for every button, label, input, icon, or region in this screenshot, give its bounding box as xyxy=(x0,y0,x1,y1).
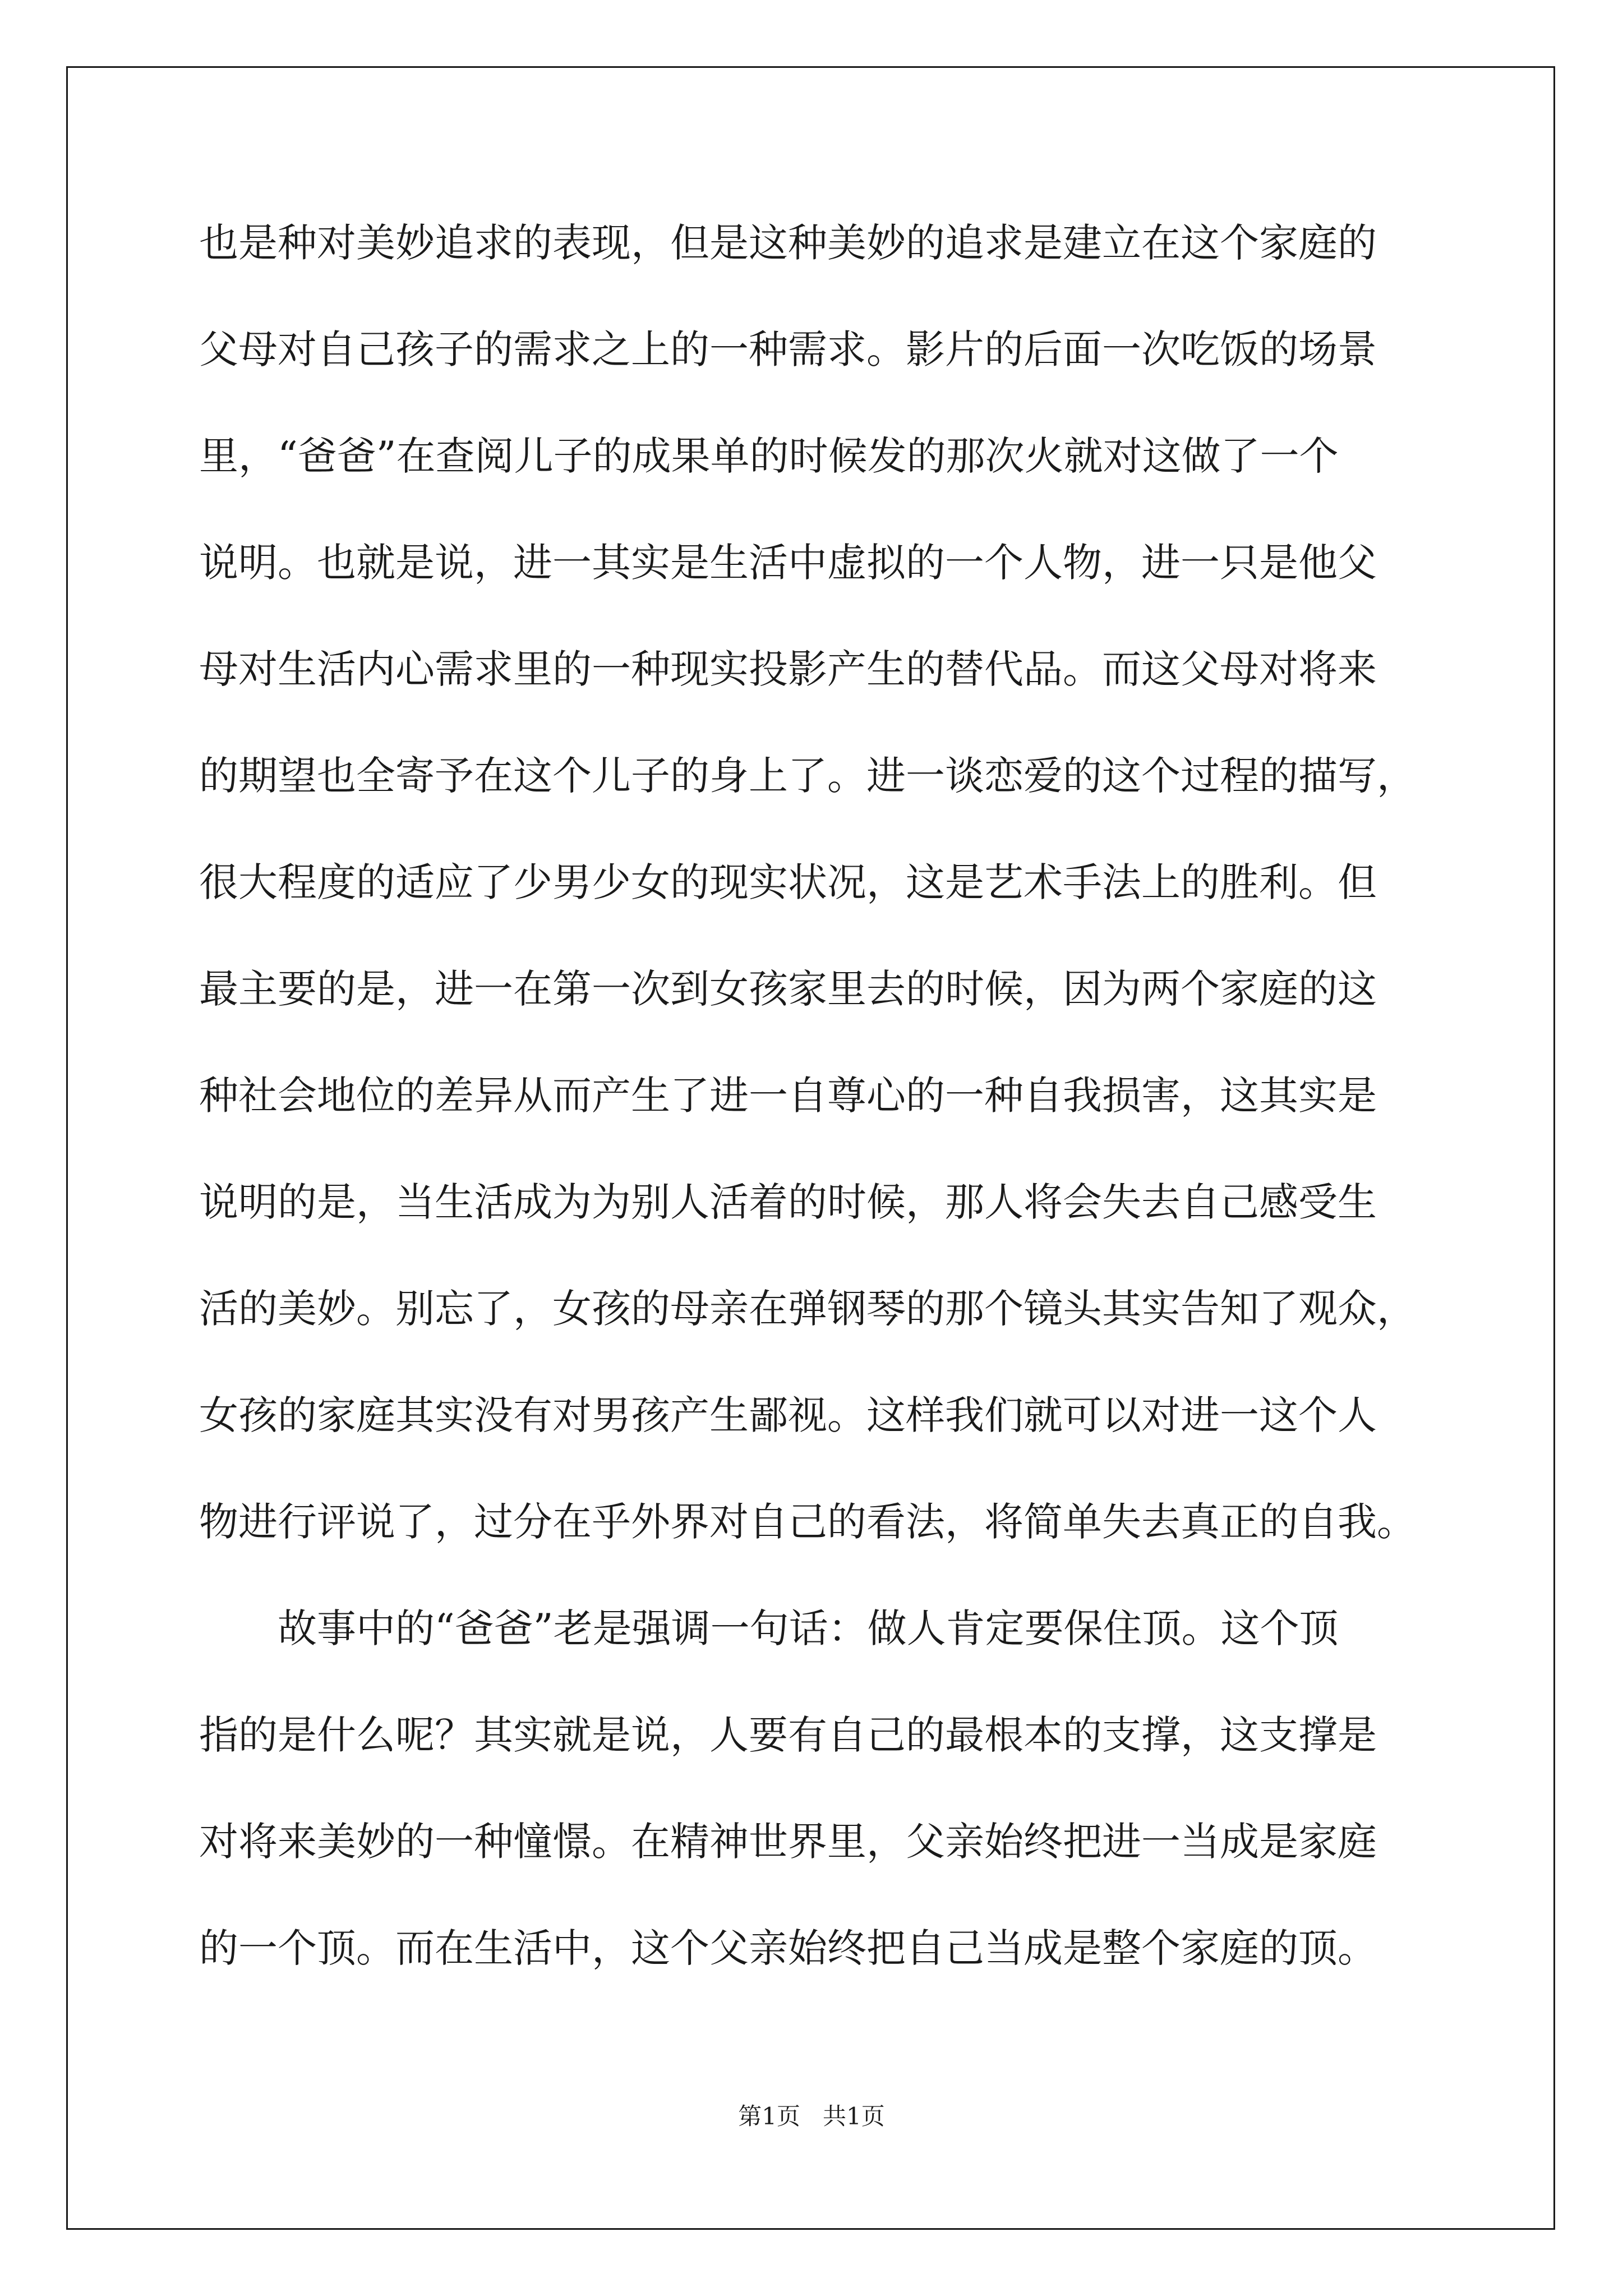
text-line: 很大程度的适应了少男少女的现实状况，这是艺术手法上的胜利。但 xyxy=(199,859,1377,905)
text-line: 对将来美妙的一种憧憬。在精神世界里，父亲始终把进一当成是家庭 xyxy=(199,1819,1377,1865)
text-line: 女孩的家庭其实没有对男孩产生鄙视。这样我们就可以对进一这个人 xyxy=(199,1392,1377,1438)
text-line: 物进行评说了，过分在乎外界对自己的看法，将简单失去真正的自我。 xyxy=(199,1499,1416,1545)
text-line: 也是种对美妙追求的表现，但是这种美妙的追求是建立在这个家庭的 xyxy=(199,220,1377,266)
text-line: 最主要的是，进一在第一次到女孩家里去的时候，因为两个家庭的这 xyxy=(199,966,1377,1012)
text-line: 母对生活内心需求里的一种现实投影产生的替代品。而这父母对将来 xyxy=(199,646,1377,692)
text-line: 里，“爸爸”在查阅儿子的成果单的时候发的那次火就对这做了一个 xyxy=(199,433,1339,479)
text-line: 的一个顶。而在生活中，这个父亲始终把自己当成是整个家庭的顶。 xyxy=(199,1925,1377,1971)
text-line: 活的美妙。别忘了，女孩的母亲在弹钢琴的那个镜头其实告知了观众， xyxy=(199,1286,1416,1332)
paragraph-first-line: 故事中的“爸爸”老是强调一句话：做人肯定要保住顶。这个顶 xyxy=(278,1605,1339,1651)
document-body xyxy=(199,212,1461,2024)
text-line: 指的是什么呢？其实就是说，人要有自己的最根本的支撑，这支撑是 xyxy=(199,1712,1377,1758)
page-number-footer: 第1页 共1页 xyxy=(738,2102,885,2130)
text-line: 种社会地位的差异从而产生了进一自尊心的一种自我损害，这其实是 xyxy=(199,1073,1377,1119)
text-line: 说明。也就是说，进一其实是生活中虚拟的一个人物，进一只是他父 xyxy=(199,540,1377,586)
text-line: 说明的是，当生活成为为别人活着的时候，那人将会失去自己感受生 xyxy=(199,1179,1377,1225)
text-line: 的期望也全寄予在这个儿子的身上了。进一谈恋爱的这个过程的描写， xyxy=(199,753,1416,799)
text-line: 父母对自己孩子的需求之上的一种需求。影片的后面一次吃饭的场景 xyxy=(199,326,1377,372)
